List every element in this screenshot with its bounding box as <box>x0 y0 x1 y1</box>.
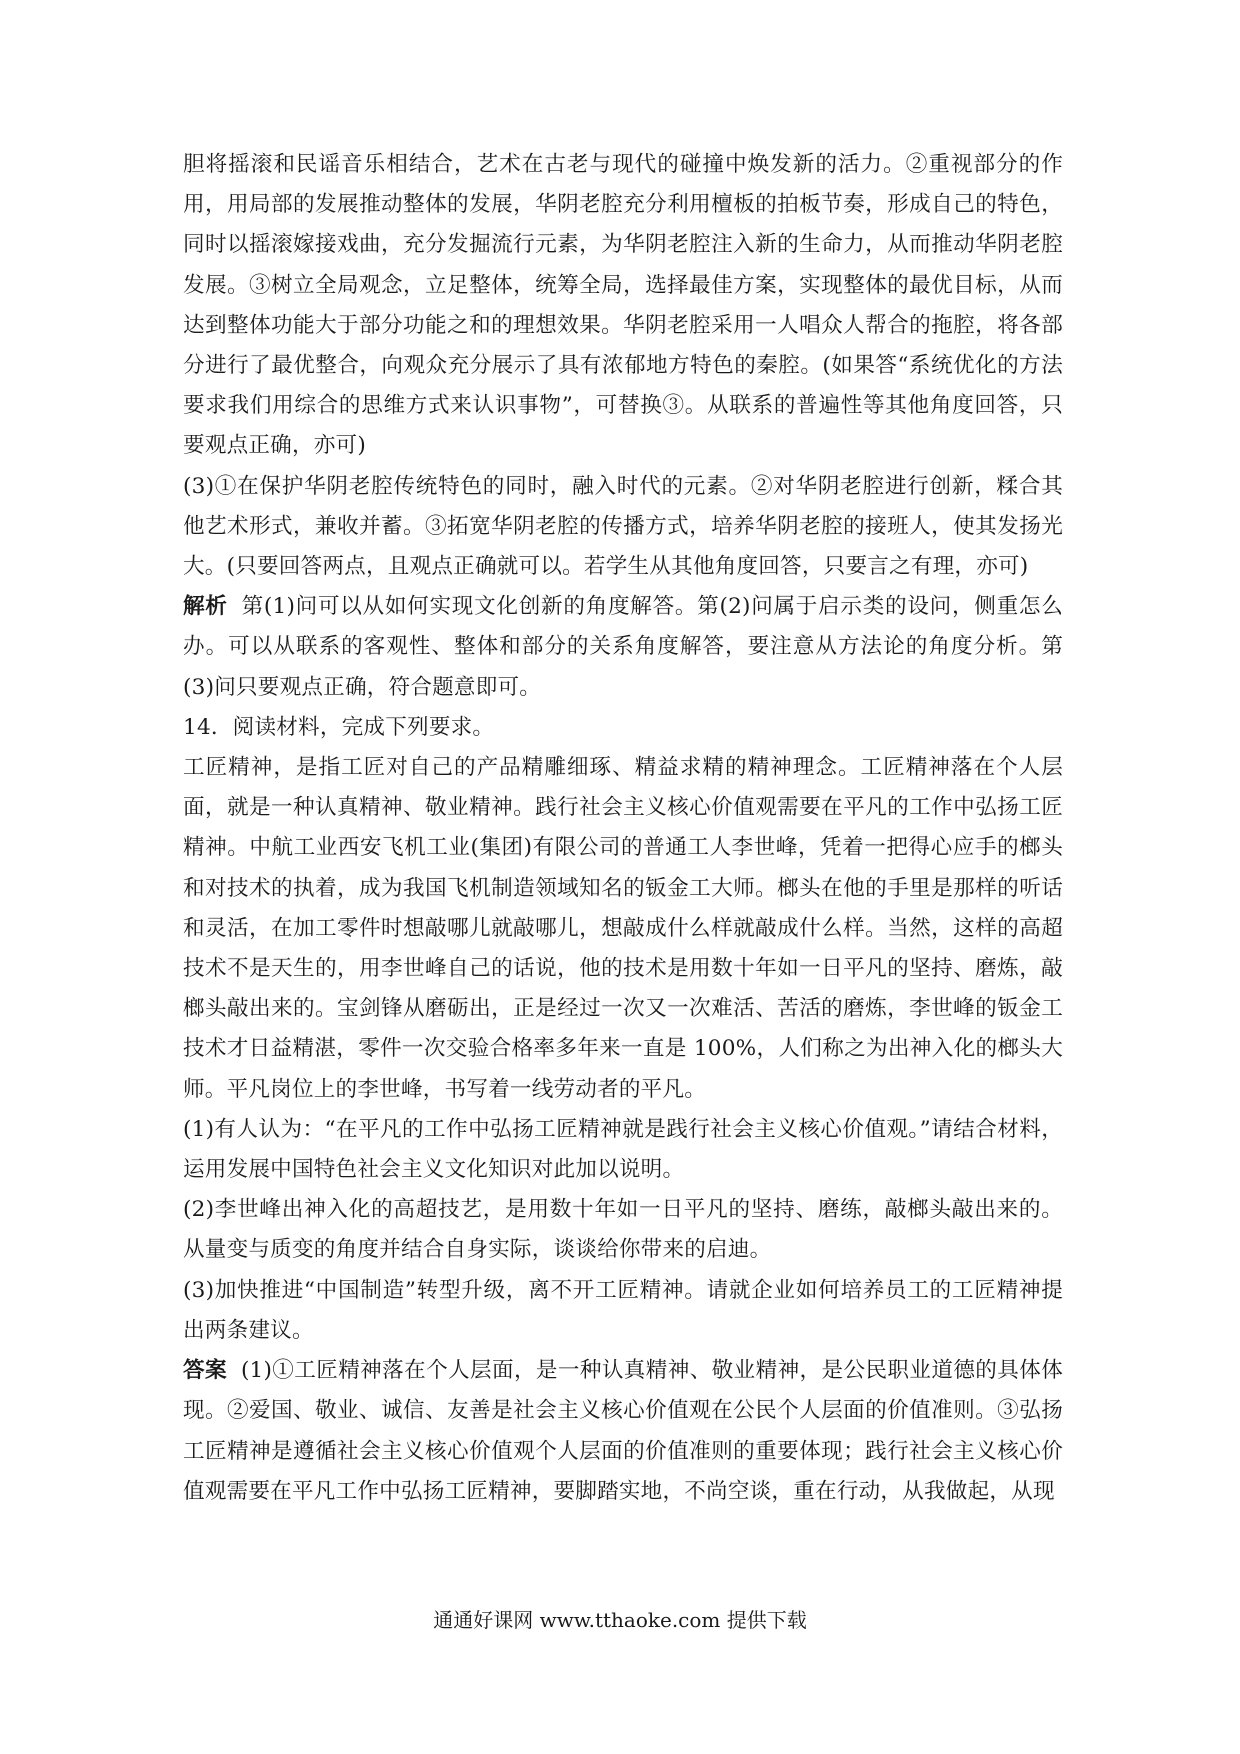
page-footer: 通通好课网 www.tthaoke.com 提供下载 <box>433 1608 807 1632</box>
analysis-paragraph <box>183 587 1063 708</box>
analysis-text: 第(1)问可以从如何实现文化创新的角度解答。第(2)问属于启示类的设问，侧重怎么办。可以从联系的客观性、整体和部分的关系角度解答，要注意从方法论的角度分析。第(3)问只要观点正确，符合题意即可。 <box>183 594 1063 700</box>
answer-14-paragraph <box>183 1351 1063 1512</box>
question-14-part-1: (1)有人认为：“在平凡的工作中弘扬工匠精神就是践行社会主义核心价值观。”请结合材料，运用发展中国特色社会主义文化知识对此加以说明。 <box>183 1116 1063 1183</box>
question-14-part-3: (3)加快推进“中国制造”转型升级，离不开工匠精神。请就企业如何培养员工的工匠精神提出两条建议。 <box>183 1277 1063 1343</box>
question-14-part-2: (2)李世峰出神入化的高超技艺，是用数十年如一日平凡的坚持、磨练，敲榔头敲出来的。从量变与质变的角度并结合自身实际，谈谈给你带来的启迪。 <box>183 1197 1063 1263</box>
answer-14-text: (1)①工匠精神落在个人层面，是一种认真精神、敬业精神，是公民职业道德的具体体现。②爱国、敬业、诚信、友善是社会主义核心价值观在公民个人层面的价值准则。③弘扬工匠精神是遵循社会主义核心价值观个人层面的价值准则的重要体现；践行社会主义核心价值观需要在平凡工作中弘扬工匠精神，要脚踏实地，不尚空谈，重在行动，从我做起，从现 <box>183 1358 1063 1504</box>
document-body <box>183 145 1063 1512</box>
answer-label: 答案 <box>183 1358 227 1384</box>
question-14-material: 工匠精神，是指工匠对自己的产品精雕细琢、精益求精的精神理念。工匠精神落在个人层面，就是一种认真精神、敬业精神。践行社会主义核心价值观需要在平凡的工作中弘扬工匠精神。中航工业西安飞机工业(集团)有限公司的普通工人李世峰，凭着一把得心应手的榔头和对技术的执着，成为我国飞机制造领域知名的钣金工大师。榔头在他的手里是那样的听话和灵活，在加工零件时想敲哪儿就敲哪儿，想敲成什么样就敲成什么样。当然，这样的高超技术不是天生的，用李世峰自己的话说，他的技术是用数十年如一日平凡的坚持、磨炼，敲榔头敲出来的。宝剑锋从磨砺出，正是经过一次又一次难活、苦活的磨炼，李世峰的钣金工技术才日益精湛，零件一次交验合格率多年来一直是 100%，人们称之为出神入化的榔头大师。平凡岗位上的李世峰，书写着一线劳动者的平凡。 <box>183 755 1063 1102</box>
analysis-label: 解析 <box>183 594 228 620</box>
question-14-title: 14．阅读材料，完成下列要求。 <box>183 714 495 740</box>
answer-13-part-3: (3)①在保护华阴老腔传统特色的同时，融入时代的元素。②对华阴老腔进行创新，糅合其他艺术形式，兼收并蓄。③拓宽华阴老腔的传播方式，培养华阴老腔的接班人，使其发扬光大。(只要回答两点，且观点正确就可以。若学生从其他角度回答，只要言之有理，亦可) <box>183 473 1063 580</box>
answer-13-continued: 胆将摇滚和民谣音乐相结合，艺术在古老与现代的碰撞中焕发新的活力。②重视部分的作用，用局部的发展推动整体的发展，华阴老腔充分利用檀板的拍板节奏，形成自己的特色，同时以摇滚嫁接戏曲，充分发掘流行元素，为华阴老腔注入新的生命力，从而推动华阴老腔发展。③树立全局观念，立足整体，统筹全局，选择最佳方案，实现整体的最优目标，从而达到整体功能大于部分功能之和的理想效果。华阴老腔采用一人唱众人帮合的拖腔，将各部分进行了最优整合，向观众充分展示了具有浓郁地方特色的秦腔。(如果答“系统优化的方法要求我们用综合的思维方式来认识事物”，可替换③。从联系的普遍性等其他角度回答，只要观点正确，亦可) <box>183 152 1063 459</box>
